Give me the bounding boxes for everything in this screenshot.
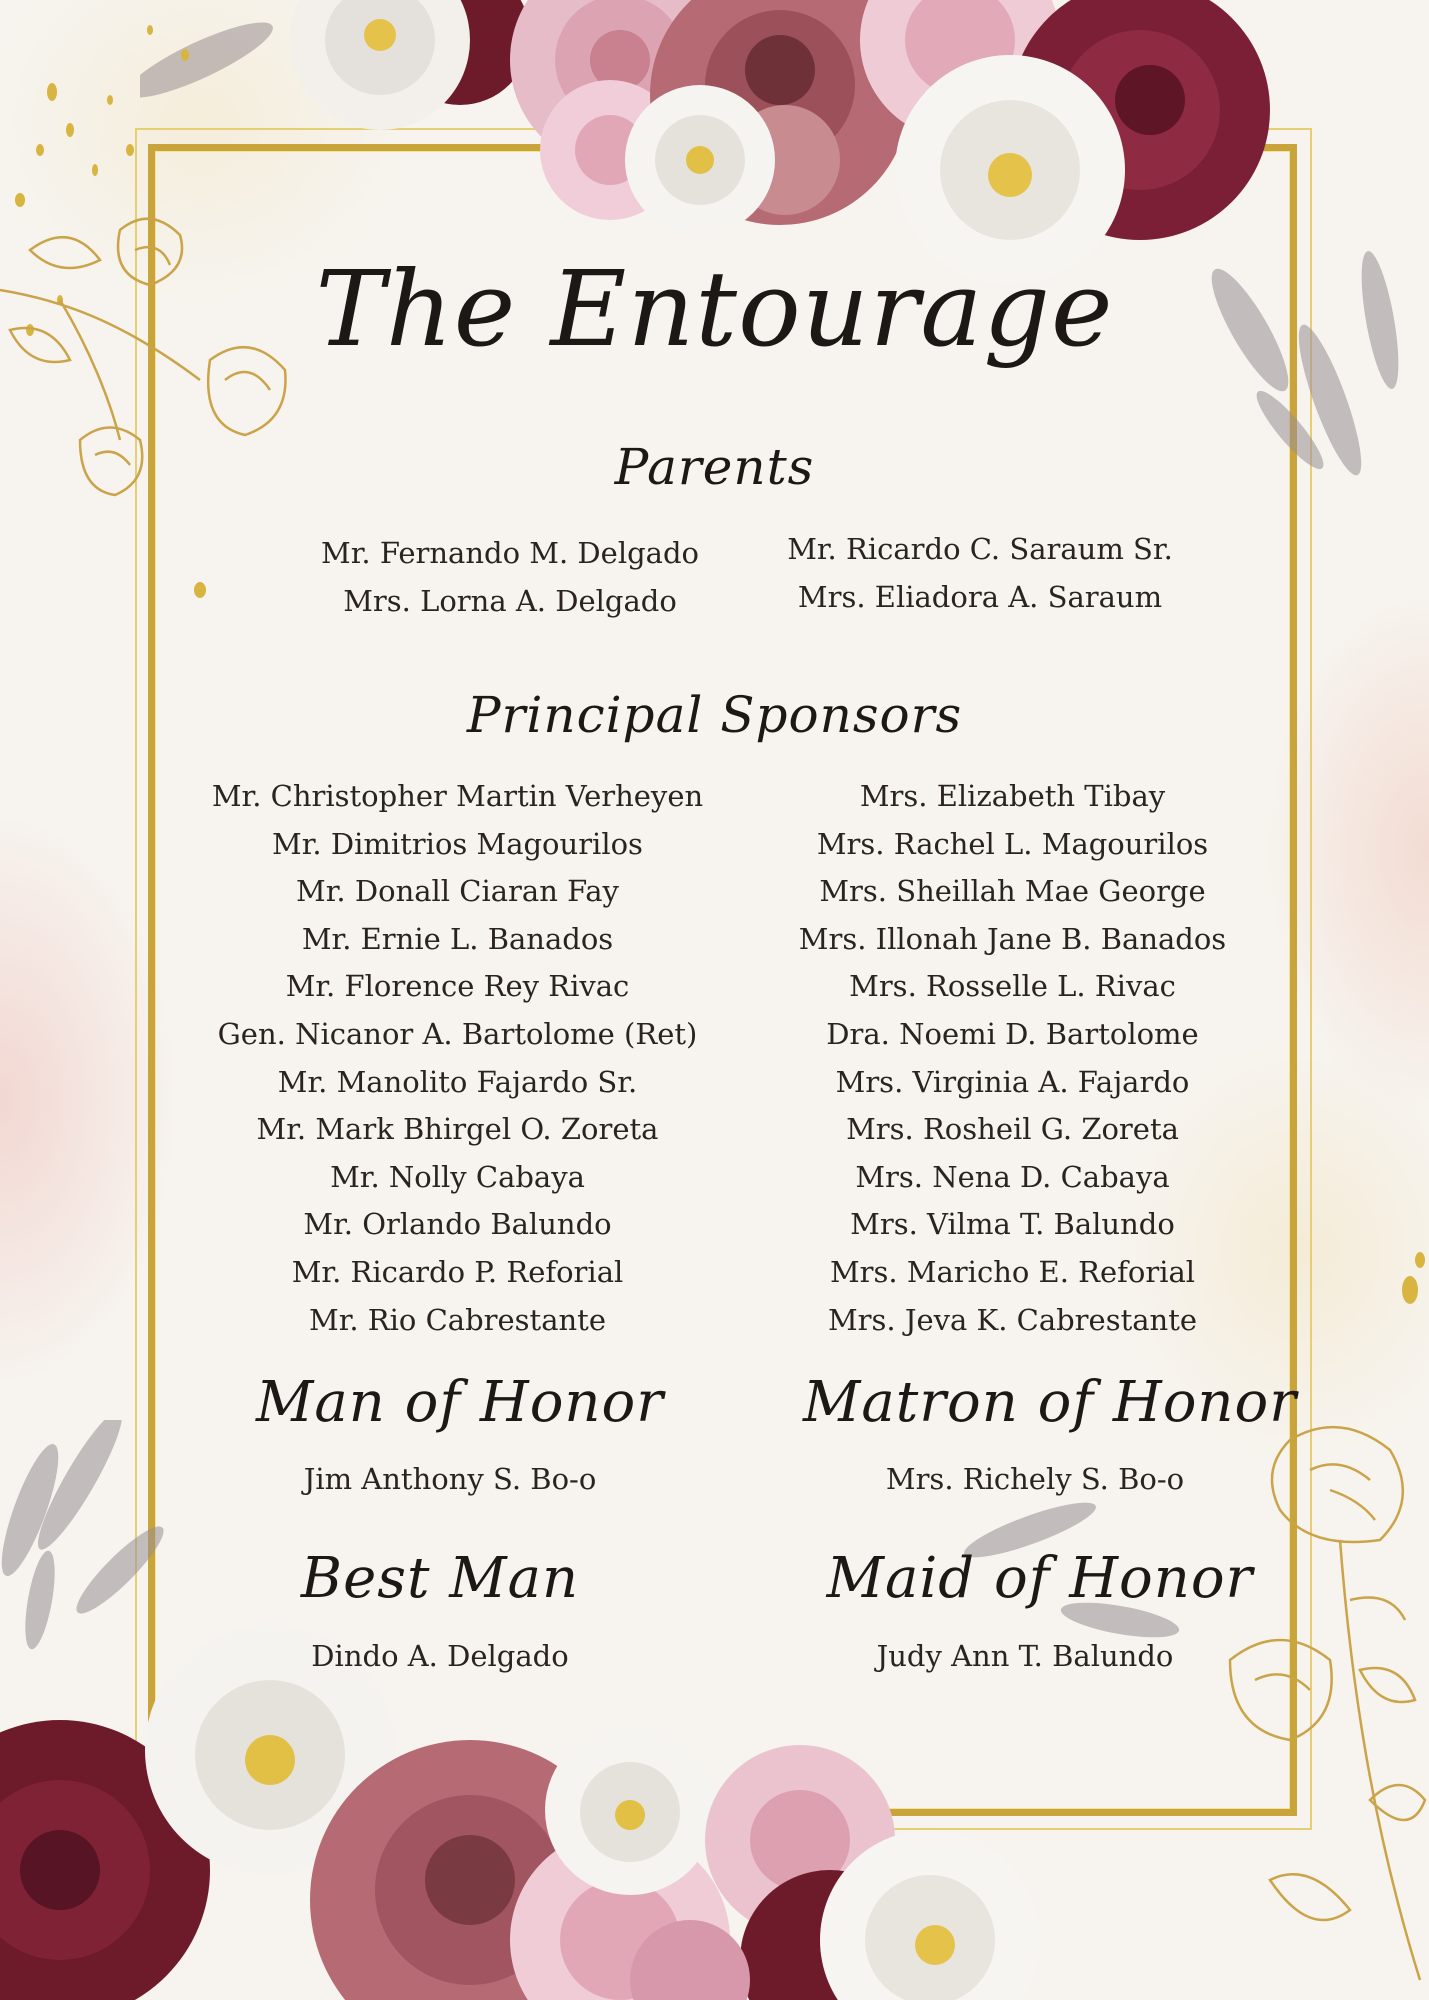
- parent-name: Mr. Fernando M. Delgado: [321, 536, 699, 570]
- sponsor-name: Mrs. Rosselle L. Rivac: [849, 969, 1176, 1004]
- sponsor-name: Mr. Florence Rey Rivac: [285, 969, 630, 1004]
- sponsor-name: Mrs. Rosheil G. Zoreta: [846, 1112, 1179, 1147]
- sponsor-name: Mr. Ricardo P. Reforial: [291, 1254, 624, 1289]
- parent-name: Mrs. Lorna A. Delgado: [343, 583, 677, 618]
- sponsor-name: Mr. Manolito Fajardo Sr.: [277, 1064, 638, 1099]
- sponsor-name: Mrs. Sheillah Mae George: [819, 874, 1206, 909]
- sponsor-name: Mrs. Elizabeth Tibay: [859, 779, 1166, 813]
- sponsor-name: Mr. Mark Bhirgel O. Zoreta: [256, 1112, 659, 1147]
- maid-of-honor-heading: Maid of Honor: [826, 1546, 1254, 1611]
- sponsor-name: Mr. Ernie L. Banados: [301, 921, 614, 956]
- sponsors-left-list: [180, 773, 735, 1344]
- best-man-heading: Best Man: [300, 1546, 580, 1611]
- foliage-right: [1260, 1200, 1429, 1360]
- sponsors-right-list: [780, 773, 1245, 1344]
- sponsor-name: Mrs. Maricho E. Reforial: [829, 1254, 1196, 1289]
- sponsor-name: Mr. Christopher Martin Verheyen: [211, 779, 704, 813]
- page-title: The Entourage: [315, 248, 1114, 370]
- man-of-honor-heading: Man of Honor: [256, 1370, 664, 1435]
- sponsors-heading: Principal Sponsors: [466, 686, 963, 744]
- parents-left-list: [300, 530, 720, 625]
- sponsor-name: Mrs. Vilma T. Balundo: [850, 1207, 1175, 1242]
- sponsor-name: Mr. Dimitrios Magourilos: [272, 826, 643, 861]
- sponsor-name: Gen. Nicanor A. Bartolome (Ret): [217, 1016, 698, 1051]
- sponsor-name: Mr. Rio Cabrestante: [309, 1302, 606, 1337]
- sponsor-name: Mrs. Jeva K. Cabrestante: [827, 1302, 1198, 1337]
- best-man-name: Dindo A. Delgado: [311, 1639, 569, 1673]
- parents-heading: Parents: [614, 438, 815, 496]
- sponsor-name: Mr. Nolly Cabaya: [330, 1159, 585, 1194]
- parents-right-list: [770, 526, 1190, 621]
- parent-name: Mr. Ricardo C. Saraum Sr.: [787, 532, 1173, 566]
- matron-of-honor-heading: Matron of Honor: [803, 1370, 1297, 1435]
- sponsor-name: Dra. Noemi D. Bartolome: [826, 1016, 1199, 1051]
- sponsor-name: Mrs. Rachel L. Magourilos: [816, 826, 1209, 861]
- sponsor-name: Mrs. Nena D. Cabaya: [855, 1159, 1170, 1194]
- man-of-honor-name: Jim Anthony S. Bo-o: [303, 1462, 597, 1496]
- parent-name: Mrs. Eliadora A. Saraum: [797, 579, 1163, 614]
- sponsor-name: Mrs. Virginia A. Fajardo: [835, 1064, 1190, 1099]
- sponsor-name: Mr. Orlando Balundo: [303, 1207, 612, 1242]
- sponsor-name: Mr. Donall Ciaran Fay: [296, 874, 619, 909]
- matron-of-honor-name: Mrs. Richely S. Bo-o: [885, 1462, 1185, 1496]
- sponsor-name: Mrs. Illonah Jane B. Banados: [798, 921, 1227, 956]
- maid-of-honor-name: Judy Ann T. Balundo: [876, 1639, 1174, 1673]
- rose-bouquet-bottom: [0, 1420, 1240, 2000]
